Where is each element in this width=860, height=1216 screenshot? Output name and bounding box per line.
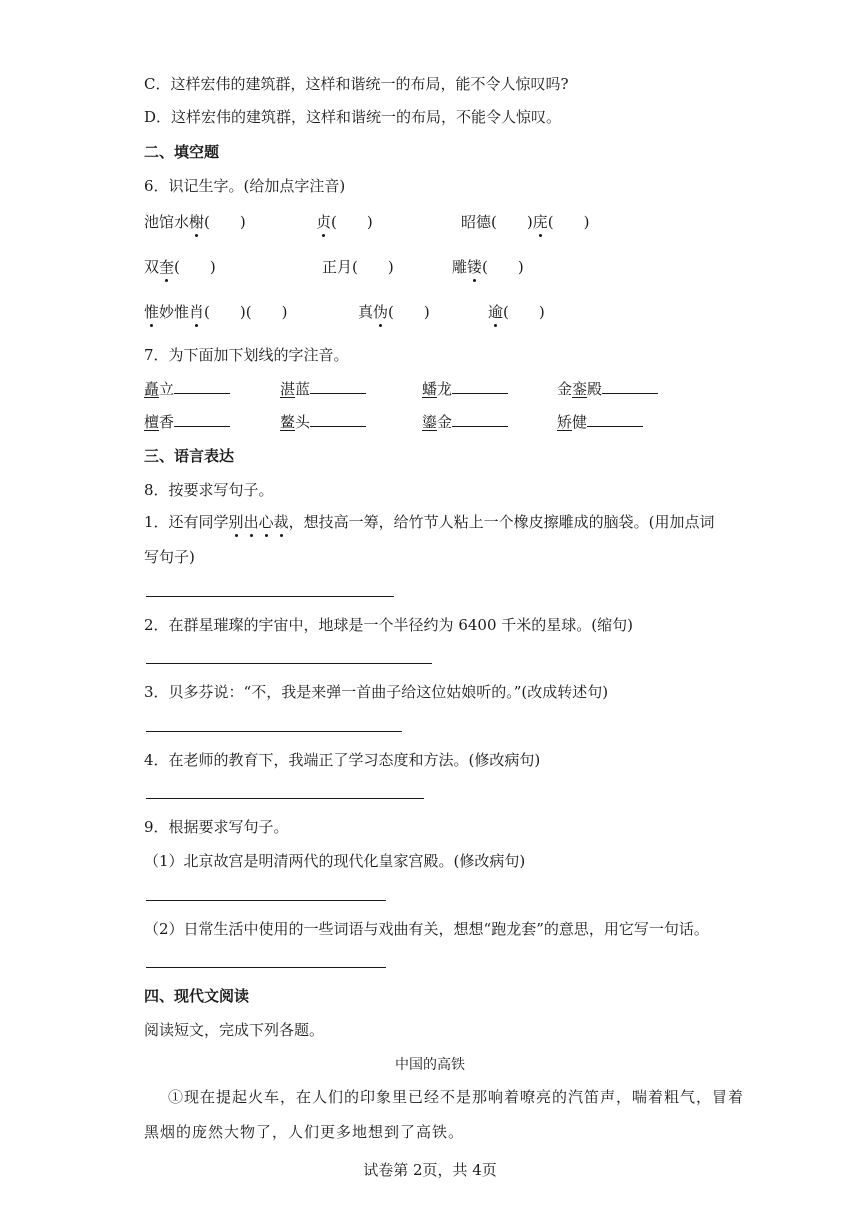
answer-blank[interactable] (310, 412, 366, 427)
section-heading-language: 三、语言表达 (144, 447, 235, 465)
dotted-char: 贞 (316, 213, 332, 231)
passage-title: 中国的高铁 (395, 1057, 465, 1073)
dotted-char: 出 (243, 513, 259, 531)
q7-item: 矫健 (557, 411, 643, 432)
option-d: D．这样宏伟的建筑群，这样和谐统一的布局，不能令人惊叹。 (144, 108, 562, 126)
answer-blank[interactable] (452, 379, 508, 394)
dotted-char: 惟 (144, 303, 160, 321)
option-c: C．这样宏伟的建筑群，这样和谐统一的布局，能不令人惊叹吗? (144, 75, 569, 93)
answer-blank[interactable] (174, 412, 230, 427)
dotted-char: 榭 (189, 213, 205, 231)
passage-paragraph-1: ①现在提起火车，在人们的印象里已经不是那响着嘹亮的汽笛声，喘着粗气，冒着 (168, 1088, 745, 1106)
answer-line[interactable] (146, 596, 394, 597)
q6-item-wei: 真伪( ) (358, 303, 430, 321)
answer-blank[interactable] (602, 379, 658, 394)
answer-line[interactable] (146, 731, 402, 732)
dotted-char: 裁 (273, 513, 289, 531)
q8-title: 8．按要求写句子。 (144, 481, 274, 499)
answer-blank[interactable] (452, 412, 508, 427)
dotted-char: 心 (258, 513, 274, 531)
q6-item-weimiaoweixiao: 惟妙惟肖( )( ) (144, 303, 288, 321)
q9-sentence-2: （2）日常生活中使用的一些词语与戏曲有关，想想“跑龙套”的意思，用它写一句话。 (144, 920, 709, 938)
q7-item: 鎏金 (422, 411, 508, 432)
q6-item-zhen: 贞( ) (316, 213, 373, 231)
answer-blank[interactable] (310, 379, 366, 394)
answer-line[interactable] (146, 663, 432, 664)
answer-line[interactable] (146, 967, 386, 968)
section-heading-reading: 四、现代文阅读 (144, 987, 250, 1005)
answer-line[interactable] (146, 798, 424, 799)
q6-item-yu: 逾( ) (488, 303, 545, 321)
q6-item-zhengyue: 正月( ) (322, 258, 394, 276)
q7-item: 金銮殿 (557, 378, 658, 399)
q7-item: 蟠龙 (422, 378, 508, 399)
passage-paragraph-1-cont: 黑烟的庞然大物了，人们更多地想到了高铁。 (144, 1123, 465, 1141)
dotted-char: 肖 (189, 303, 205, 321)
dotted-char: 奎 (159, 258, 175, 276)
dotted-char: 逾 (488, 303, 504, 321)
q7-item: 檀香 (144, 411, 230, 432)
q7-title: 7．为下面加下划线的字注音。 (144, 346, 349, 364)
q8-sentence-4: 4．在老师的教育下，我端正了学习态度和方法。(修改病句) (144, 751, 541, 769)
q8-sentence-1-cont: 写句子) (144, 548, 195, 566)
q7-item: 鳌头 (280, 411, 366, 432)
q9-title: 9．根据要求写句子。 (144, 818, 289, 836)
q8-sentence-2: 2．在群星璀璨的宇宙中，地球是一个半径约为 6400 千米的星球。(缩句) (144, 616, 633, 634)
q6-title: 6．识记生字。(给加点字注音) (144, 177, 346, 195)
answer-blank[interactable] (587, 412, 643, 427)
q6-item-kui: 双奎( ) (144, 258, 216, 276)
q6-item-lou: 雕镂( ) (452, 258, 524, 276)
dotted-char: 伪 (373, 303, 389, 321)
reading-intro: 阅读短文，完成下列各题。 (144, 1021, 325, 1039)
answer-blank[interactable] (174, 379, 230, 394)
q6-item-wu: 昭德( )庑( ) (461, 213, 590, 231)
section-heading-fill-in: 二、填空题 (144, 143, 220, 161)
q7-item: 矗立 (144, 378, 230, 399)
q6-item-shuixie: 池馆水榭( ) (144, 213, 246, 231)
page-footer: 试卷第 2页，共 4页 (363, 1161, 497, 1179)
dotted-char: 庑 (532, 213, 548, 231)
q8-sentence-1: 1．还有同学别出心裁，想技高一筹，给竹节人粘上一个橡皮擦雕成的脑袋。(用加点词 (144, 513, 715, 531)
q9-sentence-1: （1）北京故宫是明清两代的现代化皇家宫殿。(修改病句) (144, 852, 526, 870)
dotted-char: 别 (228, 513, 244, 531)
dotted-char: 镂 (467, 258, 483, 276)
q7-item: 湛蓝 (280, 378, 366, 399)
answer-line[interactable] (146, 900, 386, 901)
q8-sentence-3: 3．贝多芬说：“不，我是来弹一首曲子给这位姑娘听的。”(改成转述句) (144, 683, 609, 701)
